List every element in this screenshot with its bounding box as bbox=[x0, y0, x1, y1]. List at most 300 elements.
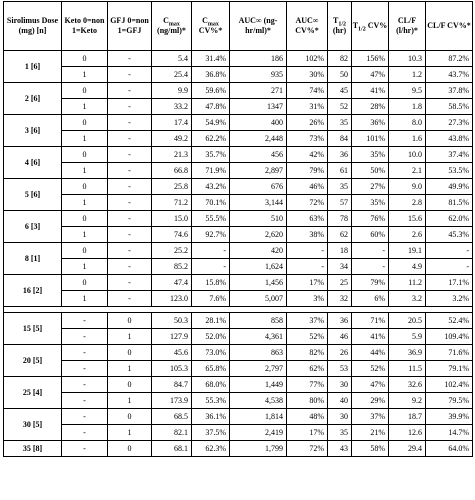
table-cell: 74% bbox=[287, 83, 328, 99]
table-cell: 71.2 bbox=[152, 195, 192, 211]
table-cell: 76% bbox=[352, 211, 389, 227]
table-cell: 271 bbox=[230, 83, 287, 99]
column-header-suffix: (hr) bbox=[332, 26, 347, 35]
table-cell: 1,456 bbox=[230, 275, 287, 291]
dose-cell: 3 [6] bbox=[4, 115, 62, 147]
table-cell: 15.0 bbox=[152, 211, 192, 227]
table-cell: - bbox=[108, 195, 152, 211]
table-cell: 82 bbox=[328, 51, 352, 67]
table-cell: 858 bbox=[230, 313, 287, 329]
table-cell: - bbox=[62, 441, 108, 457]
table-cell: 55.5% bbox=[192, 211, 230, 227]
table-cell: 38% bbox=[287, 227, 328, 243]
table-cell: 26 bbox=[328, 345, 352, 361]
table-cell: 0 bbox=[62, 147, 108, 163]
table-cell: 1,814 bbox=[230, 409, 287, 425]
table-cell: 1 bbox=[62, 99, 108, 115]
table-cell: 17% bbox=[287, 275, 328, 291]
table-row bbox=[4, 195, 473, 211]
table-cell: 510 bbox=[230, 211, 287, 227]
table-cell: 2,797 bbox=[230, 361, 287, 377]
table-cell: 84 bbox=[328, 131, 352, 147]
column-header-text: CL/F (l/hr)* bbox=[396, 16, 418, 35]
column-header bbox=[287, 2, 328, 51]
table-row bbox=[4, 131, 473, 147]
table-cell: 9.5 bbox=[389, 83, 426, 99]
table-cell: 2,897 bbox=[230, 163, 287, 179]
table-cell: 36% bbox=[352, 115, 389, 131]
table-cell: 31% bbox=[287, 99, 328, 115]
table-row bbox=[4, 83, 473, 99]
table-cell: 52% bbox=[352, 361, 389, 377]
table-cell: 62.2% bbox=[192, 131, 230, 147]
column-header-suffix: CV% bbox=[365, 21, 388, 30]
table-cell: 21.3 bbox=[152, 147, 192, 163]
table-cell: 71.6% bbox=[426, 345, 473, 361]
table-cell: 31.4% bbox=[192, 51, 230, 67]
table-cell: 15.8% bbox=[192, 275, 230, 291]
table-cell: 0 bbox=[62, 243, 108, 259]
table-cell: 7.6% bbox=[192, 291, 230, 307]
table-cell: 35% bbox=[352, 147, 389, 163]
column-header bbox=[108, 2, 152, 51]
table-row bbox=[4, 51, 473, 67]
table-cell: 62 bbox=[328, 227, 352, 243]
table-cell: 45.6 bbox=[152, 345, 192, 361]
table-cell: 32 bbox=[328, 291, 352, 307]
table-row bbox=[4, 441, 473, 457]
table-cell: 18 bbox=[328, 243, 352, 259]
header-row bbox=[4, 2, 473, 51]
table-row bbox=[4, 361, 473, 377]
table-cell: 1 bbox=[62, 163, 108, 179]
table-cell: 9.2 bbox=[389, 393, 426, 409]
table-row bbox=[4, 115, 473, 131]
table-cell: - bbox=[62, 345, 108, 361]
table-cell: 77% bbox=[287, 377, 328, 393]
table-cell: 47.4 bbox=[152, 275, 192, 291]
table-cell: 35 bbox=[328, 425, 352, 441]
column-header bbox=[389, 2, 426, 51]
table-cell: 36.1% bbox=[192, 409, 230, 425]
table-cell: 84.7 bbox=[152, 377, 192, 393]
column-header-text: T bbox=[352, 21, 359, 30]
dose-cell: 25 [4] bbox=[4, 377, 62, 409]
table-cell: 43.2% bbox=[192, 179, 230, 195]
table-cell: 78 bbox=[328, 211, 352, 227]
table-cell: 65.8% bbox=[192, 361, 230, 377]
table-cell: 5.4 bbox=[152, 51, 192, 67]
table-cell: 29.4 bbox=[389, 441, 426, 457]
table-cell: 79% bbox=[287, 163, 328, 179]
table-cell: 1,799 bbox=[230, 441, 287, 457]
table-cell: - bbox=[192, 243, 230, 259]
table-cell: 68.0% bbox=[192, 377, 230, 393]
column-header-text: GFJ 0=non 1=GFJ bbox=[110, 16, 149, 35]
table-cell: 1 bbox=[62, 227, 108, 243]
table-cell: 1,624 bbox=[230, 259, 287, 275]
table-cell: 52.0% bbox=[192, 329, 230, 345]
dose-cell: 30 [5] bbox=[4, 409, 62, 441]
table-cell: 43.8% bbox=[426, 131, 473, 147]
table-cell: 0 bbox=[62, 275, 108, 291]
table-row bbox=[4, 313, 473, 329]
table-cell: 1 bbox=[62, 195, 108, 211]
table-cell: 863 bbox=[230, 345, 287, 361]
column-header bbox=[62, 2, 108, 51]
column-header bbox=[426, 2, 473, 51]
table-row bbox=[4, 163, 473, 179]
table-cell: 47% bbox=[352, 67, 389, 83]
table-cell: 46% bbox=[287, 179, 328, 195]
column-header-suffix: CV%* bbox=[198, 26, 223, 35]
table-cell: - bbox=[108, 67, 152, 83]
table-cell: 36 bbox=[328, 313, 352, 329]
table-cell: 32.6 bbox=[389, 377, 426, 393]
table-cell: 85.2 bbox=[152, 259, 192, 275]
table-cell: - bbox=[108, 51, 152, 67]
table-cell: 4,538 bbox=[230, 393, 287, 409]
table-cell: 60% bbox=[352, 227, 389, 243]
table-cell: - bbox=[426, 243, 473, 259]
table-cell: 35 bbox=[328, 115, 352, 131]
column-header-subscript: 1/2 bbox=[338, 21, 346, 28]
table-cell: 2.1 bbox=[389, 163, 426, 179]
table-cell: 58% bbox=[352, 441, 389, 457]
table-cell: 1,449 bbox=[230, 377, 287, 393]
column-header-text: C bbox=[202, 16, 208, 25]
table-cell: 43 bbox=[328, 441, 352, 457]
column-header-text: Keto 0=non 1=Keto bbox=[64, 16, 105, 35]
table-cell: 0 bbox=[108, 409, 152, 425]
table-cell: 26% bbox=[287, 115, 328, 131]
table-cell: 18.7 bbox=[389, 409, 426, 425]
table-row bbox=[4, 409, 473, 425]
table-cell: 1 bbox=[62, 67, 108, 83]
table-cell: 62.0% bbox=[426, 211, 473, 227]
table-cell: 21% bbox=[352, 425, 389, 441]
table-cell: - bbox=[108, 147, 152, 163]
table-cell: 15.6 bbox=[389, 211, 426, 227]
table-row bbox=[4, 67, 473, 83]
table-cell: 66.8 bbox=[152, 163, 192, 179]
table-cell: 186 bbox=[230, 51, 287, 67]
table-row bbox=[4, 377, 473, 393]
table-cell: 8.0 bbox=[389, 115, 426, 131]
table-cell: 30% bbox=[287, 67, 328, 83]
table-cell: 82% bbox=[287, 345, 328, 361]
column-header bbox=[352, 2, 389, 51]
table-cell: 935 bbox=[230, 67, 287, 83]
table-cell: 47% bbox=[352, 377, 389, 393]
table-cell: 47.8% bbox=[192, 99, 230, 115]
table-cell: 17.1% bbox=[426, 275, 473, 291]
table-cell: 27.3% bbox=[426, 115, 473, 131]
table-cell: 36 bbox=[328, 147, 352, 163]
table-cell: 3% bbox=[287, 291, 328, 307]
dose-cell: 15 [5] bbox=[4, 313, 62, 345]
column-header-subscript: 1/2 bbox=[358, 26, 366, 33]
table-cell: 41% bbox=[352, 83, 389, 99]
table-cell: 87.2% bbox=[426, 51, 473, 67]
table-cell: 1.6 bbox=[389, 131, 426, 147]
table-cell: 68.5 bbox=[152, 409, 192, 425]
table-cell: 10.0 bbox=[389, 147, 426, 163]
table-row bbox=[4, 345, 473, 361]
table-cell: 0 bbox=[108, 313, 152, 329]
table-cell: 0 bbox=[108, 441, 152, 457]
table-cell: - bbox=[62, 409, 108, 425]
column-header bbox=[152, 2, 192, 51]
table-cell: 105.3 bbox=[152, 361, 192, 377]
table-cell: 20.5 bbox=[389, 313, 426, 329]
dose-cell: 4 [6] bbox=[4, 147, 62, 179]
column-header bbox=[4, 2, 62, 51]
sirolimus-pk-table bbox=[3, 1, 473, 457]
table-cell: 59.6% bbox=[192, 83, 230, 99]
table-cell: 0 bbox=[62, 179, 108, 195]
table-cell: 173.9 bbox=[152, 393, 192, 409]
table-row bbox=[4, 99, 473, 115]
table-cell: - bbox=[108, 179, 152, 195]
table-cell: 35 bbox=[328, 179, 352, 195]
dose-cell: 20 [5] bbox=[4, 345, 62, 377]
table-cell: 10.3 bbox=[389, 51, 426, 67]
table-row bbox=[4, 147, 473, 163]
dose-cell: 35 [8] bbox=[4, 441, 62, 457]
table-cell: - bbox=[108, 83, 152, 99]
table-cell: 52 bbox=[328, 99, 352, 115]
table-cell: 44% bbox=[352, 345, 389, 361]
table-row bbox=[4, 393, 473, 409]
table-cell: 3.2% bbox=[426, 291, 473, 307]
table-cell: 37% bbox=[352, 409, 389, 425]
table-cell: 28% bbox=[352, 99, 389, 115]
table-cell: 420 bbox=[230, 243, 287, 259]
table-cell: 74.6 bbox=[152, 227, 192, 243]
table-cell: - bbox=[352, 259, 389, 275]
column-header bbox=[328, 2, 352, 51]
table-cell: 101% bbox=[352, 131, 389, 147]
table-cell: 30 bbox=[328, 409, 352, 425]
table-row bbox=[4, 329, 473, 345]
table-cell: 42% bbox=[287, 147, 328, 163]
table-cell: 25.2 bbox=[152, 243, 192, 259]
table-cell: 50.3 bbox=[152, 313, 192, 329]
table-cell: 72% bbox=[287, 195, 328, 211]
table-cell: 25.8 bbox=[152, 179, 192, 195]
table-cell: - bbox=[62, 329, 108, 345]
table-cell: 11.5 bbox=[389, 361, 426, 377]
table-row bbox=[4, 227, 473, 243]
table-cell: 0 bbox=[62, 211, 108, 227]
table-cell: 0 bbox=[62, 115, 108, 131]
table-cell: 80% bbox=[287, 393, 328, 409]
table-cell: 79.5% bbox=[426, 393, 473, 409]
table-cell: 2.6 bbox=[389, 227, 426, 243]
table-cell: 2,448 bbox=[230, 131, 287, 147]
table-cell: 62.3% bbox=[192, 441, 230, 457]
column-header-text: AUC∞ (ng-hr/ml)* bbox=[238, 16, 278, 35]
dose-cell: 5 [6] bbox=[4, 179, 62, 211]
table-cell: 49.9% bbox=[426, 179, 473, 195]
table-cell: 82.1 bbox=[152, 425, 192, 441]
table-cell: 52.4% bbox=[426, 313, 473, 329]
table-cell: 9.0 bbox=[389, 179, 426, 195]
table-cell: 400 bbox=[230, 115, 287, 131]
table-cell: - bbox=[352, 243, 389, 259]
table-cell: 2.8 bbox=[389, 195, 426, 211]
table-cell: - bbox=[108, 227, 152, 243]
table-cell: 53.5% bbox=[426, 163, 473, 179]
table-cell: 35% bbox=[352, 195, 389, 211]
table-cell: 40 bbox=[328, 393, 352, 409]
table-cell: 102.4% bbox=[426, 377, 473, 393]
table-cell: - bbox=[108, 211, 152, 227]
column-header-subscript: max bbox=[207, 21, 219, 28]
table-cell: 1.8 bbox=[389, 99, 426, 115]
table-row bbox=[4, 243, 473, 259]
table-cell: 1 bbox=[108, 329, 152, 345]
table-cell: 68.1 bbox=[152, 441, 192, 457]
table-cell: 50 bbox=[328, 67, 352, 83]
table-cell: - bbox=[287, 259, 328, 275]
dose-cell: 16 [2] bbox=[4, 275, 62, 307]
table-cell: 50% bbox=[352, 163, 389, 179]
table-cell: 33.2 bbox=[152, 99, 192, 115]
table-cell: 35.7% bbox=[192, 147, 230, 163]
table-cell: 55.3% bbox=[192, 393, 230, 409]
table-cell: 3,144 bbox=[230, 195, 287, 211]
table-cell: 53 bbox=[328, 361, 352, 377]
table-cell: 79.1% bbox=[426, 361, 473, 377]
table-cell: 73% bbox=[287, 131, 328, 147]
table-cell: 41% bbox=[352, 329, 389, 345]
table-cell: 70.1% bbox=[192, 195, 230, 211]
table-cell: 30 bbox=[328, 377, 352, 393]
column-header-text: T bbox=[332, 16, 339, 25]
table-cell: - bbox=[287, 243, 328, 259]
column-header-text: C bbox=[163, 16, 169, 25]
table-cell: 25 bbox=[328, 275, 352, 291]
table-row bbox=[4, 259, 473, 275]
table-cell: 49.2 bbox=[152, 131, 192, 147]
table-cell: 19.1 bbox=[389, 243, 426, 259]
table-cell: - bbox=[62, 313, 108, 329]
table-cell: 54.9% bbox=[192, 115, 230, 131]
table-cell: 45.3% bbox=[426, 227, 473, 243]
table-cell: 2,419 bbox=[230, 425, 287, 441]
table-cell: 1 bbox=[108, 393, 152, 409]
column-header bbox=[192, 2, 230, 51]
table-cell: 37.5% bbox=[192, 425, 230, 441]
table-cell: 14.7% bbox=[426, 425, 473, 441]
column-header bbox=[230, 2, 287, 51]
table-cell: 6% bbox=[352, 291, 389, 307]
table-cell: - bbox=[108, 131, 152, 147]
table-cell: 25.4 bbox=[152, 67, 192, 83]
column-header-suffix: (ng/ml)* bbox=[157, 26, 186, 35]
table-cell: 63% bbox=[287, 211, 328, 227]
table-cell: 37.4% bbox=[426, 147, 473, 163]
table-cell: 156% bbox=[352, 51, 389, 67]
table-cell: 29% bbox=[352, 393, 389, 409]
table-cell: 92.7% bbox=[192, 227, 230, 243]
table-cell: 45 bbox=[328, 83, 352, 99]
table-cell: 4.9 bbox=[389, 259, 426, 275]
table-cell: - bbox=[426, 259, 473, 275]
table-row bbox=[4, 291, 473, 307]
table-cell: 456 bbox=[230, 147, 287, 163]
table-cell: 5,007 bbox=[230, 291, 287, 307]
table-cell: 36.8% bbox=[192, 67, 230, 83]
table-row bbox=[4, 179, 473, 195]
table-cell: - bbox=[62, 425, 108, 441]
table-cell: - bbox=[62, 393, 108, 409]
table-cell: 109.4% bbox=[426, 329, 473, 345]
table-cell: 79% bbox=[352, 275, 389, 291]
table-cell: 0 bbox=[108, 377, 152, 393]
table-cell: 71.9% bbox=[192, 163, 230, 179]
table-cell: 46 bbox=[328, 329, 352, 345]
table-cell: 1 bbox=[62, 259, 108, 275]
table-cell: - bbox=[108, 259, 152, 275]
table-cell: 0 bbox=[62, 51, 108, 67]
table-cell: 9.9 bbox=[152, 83, 192, 99]
table-cell: 17.4 bbox=[152, 115, 192, 131]
table-cell: 1347 bbox=[230, 99, 287, 115]
table-cell: 17% bbox=[287, 425, 328, 441]
table-cell: 102% bbox=[287, 51, 328, 67]
column-header-text: Sirolimus Dose (mg) [n] bbox=[6, 16, 59, 35]
dose-cell: 6 [3] bbox=[4, 211, 62, 243]
table-cell: - bbox=[108, 275, 152, 291]
table-cell: 127.9 bbox=[152, 329, 192, 345]
dose-cell: 2 [6] bbox=[4, 83, 62, 115]
table-cell: 1.2 bbox=[389, 67, 426, 83]
table-cell: 4,361 bbox=[230, 329, 287, 345]
table-cell: - bbox=[108, 99, 152, 115]
table-cell: 123.0 bbox=[152, 291, 192, 307]
table-cell: 676 bbox=[230, 179, 287, 195]
table-cell: 62% bbox=[287, 361, 328, 377]
table-cell: 2,620 bbox=[230, 227, 287, 243]
table-row bbox=[4, 211, 473, 227]
table-cell: 3.2 bbox=[389, 291, 426, 307]
table-row bbox=[4, 425, 473, 441]
table-cell: 52% bbox=[287, 329, 328, 345]
table-cell: 64.0% bbox=[426, 441, 473, 457]
pk-table-container bbox=[3, 1, 472, 457]
table-cell: 34 bbox=[328, 259, 352, 275]
column-header-text: AUC∞ CV%* bbox=[295, 16, 319, 35]
table-cell: - bbox=[108, 163, 152, 179]
table-row bbox=[4, 275, 473, 291]
table-cell: 37% bbox=[287, 313, 328, 329]
table-cell: 48% bbox=[287, 409, 328, 425]
table-cell: 36.9 bbox=[389, 345, 426, 361]
table-cell: 61 bbox=[328, 163, 352, 179]
table-cell: - bbox=[108, 243, 152, 259]
table-cell: 1 bbox=[62, 291, 108, 307]
dose-cell: 1 [6] bbox=[4, 51, 62, 83]
table-cell: 81.5% bbox=[426, 195, 473, 211]
table-cell: 0 bbox=[108, 345, 152, 361]
table-cell: 71% bbox=[352, 313, 389, 329]
table-cell: - bbox=[62, 361, 108, 377]
table-cell: 11.2 bbox=[389, 275, 426, 291]
dose-cell: 8 [1] bbox=[4, 243, 62, 275]
